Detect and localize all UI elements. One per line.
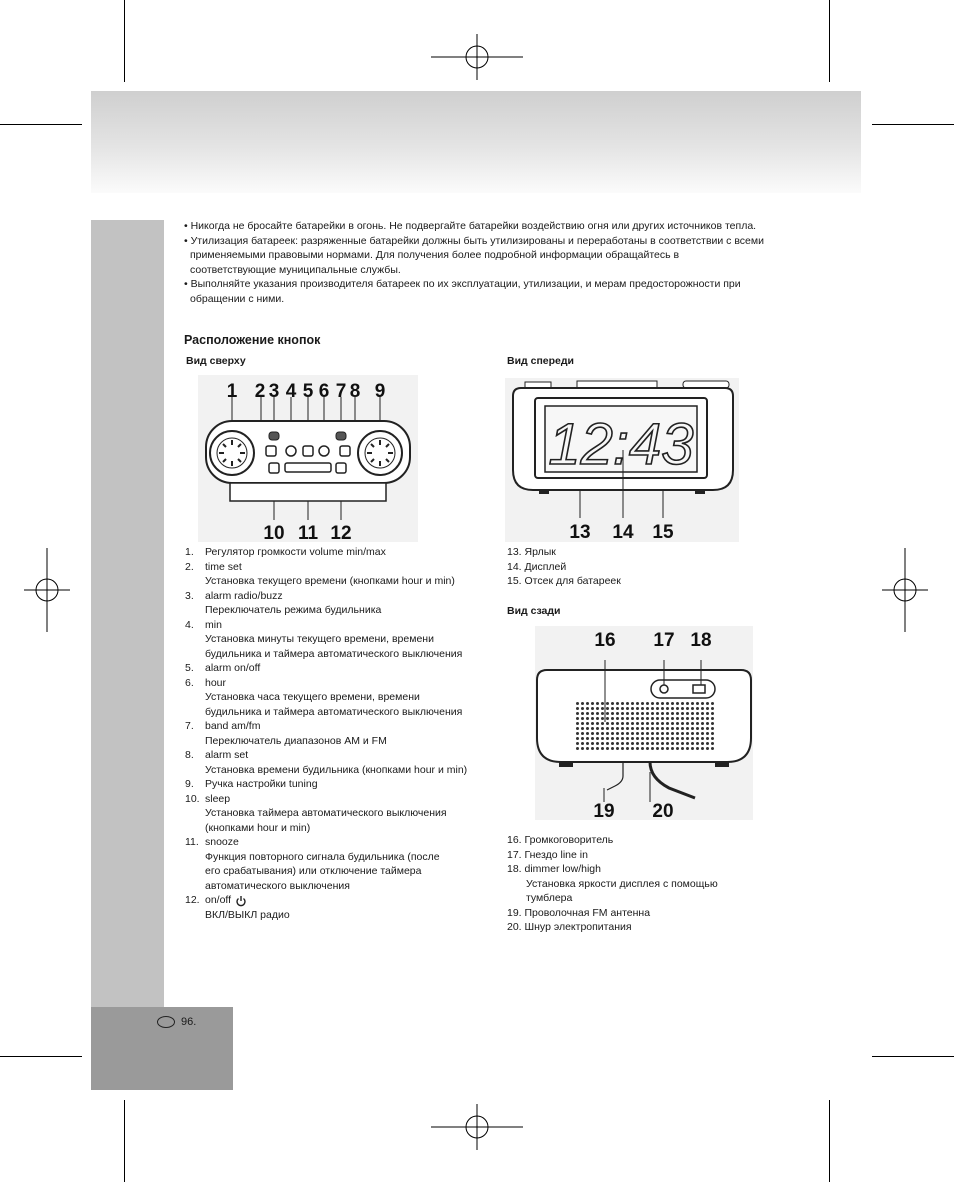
back-view-list [507,833,757,935]
item-number: 5. [185,662,194,674]
item-title: time set [205,560,242,573]
callout-number: 6 [318,381,330,402]
registration-target-icon [431,1104,523,1150]
callout-number: 4 [285,381,297,402]
list-item: 14. Дисплей [507,560,567,573]
callout-number: 13 [569,522,591,542]
list-item [185,618,495,633]
top-view-title: Вид сверху [186,355,246,367]
callout-number: 11 [297,523,319,542]
item-desc: Установка минуты текущего времени, времени будильника и таймера автоматического выключения [205,633,463,660]
top-view-list [185,545,495,922]
bullet-text: • Никогда не бросайте батарейки в огонь. Не подвергайте батарейки воздействию огня или других источников тепла. [184,220,757,232]
crop-mark [0,124,82,125]
item-number: 4. [185,618,194,631]
item-number: 1. [185,546,194,558]
item-number: 12. [185,894,200,906]
item-title: alarm radio/buzz [205,589,283,602]
registration-target-icon [24,548,70,632]
front-view-list [507,545,767,589]
list-item: 20. Шнур электропитания [507,921,632,933]
item-title: on/off [205,894,232,906]
callout-number: 9 [374,381,386,402]
front-view-title: Вид спереди [507,355,575,367]
top-view-diagram [198,375,418,542]
callout-number: 8 [349,381,361,402]
item-desc: ВКЛ/ВЫКЛ радио [205,908,290,921]
language-oval-icon [157,1016,175,1028]
item-number: 7. [185,720,194,732]
list-item [185,560,495,575]
list-item: 17. Гнездо line in [507,848,588,861]
list-item: 18. dimmer low/high [507,863,601,875]
item-title: alarm set [205,749,249,761]
callout-number: 20 [652,801,674,820]
list-item [185,676,495,691]
item-number: 3. [185,589,194,602]
callout-number: 5 [302,381,314,402]
item-desc: Установка часа текущего времени, времени будильника и таймера автоматического выключения [205,691,463,718]
item-title: hour [205,676,227,689]
callout-number: 7 [335,381,347,402]
callout-number: 2 [254,381,266,402]
item-desc: Установка яркости дисплея с помощью тумблера [526,877,718,904]
list-item [185,719,495,734]
list-item [185,589,495,604]
list-item: 15. Отсек для батареек [507,575,621,587]
item-desc: Переключатель диапазонов AM и FM [205,734,387,747]
callout-number: 10 [263,523,285,542]
display-time: 12:43 [548,412,694,477]
item-title: min [205,618,222,631]
callout-number: 18 [690,630,712,651]
item-title: Ручка настройки tuning [205,778,318,790]
callout-number: 19 [593,801,615,820]
list-item [185,792,495,807]
item-title: alarm on/off [205,662,261,674]
bullet-text: • Выполняйте указания производителя батареек по их эксплуатации, утилизации, и мерам предосторожности при обращении с ними. [184,278,741,305]
back-view-title: Вид сзади [507,605,561,617]
crop-mark [829,1100,830,1182]
bullet-text: • Утилизация батареек: разряженные батарейки должны быть утилизированы и переработаны в соответствии с всеми применяемыми правовыми нормами. Для получения более подробной информации обращайтесь в соответствующие муниципальные службы. [184,234,764,276]
back-view-diagram [535,626,753,820]
item-desc: Установка текущего времени (кнопками hour и min) [205,575,455,587]
list-item [185,777,495,792]
item-number: 8. [185,749,194,761]
crop-mark [124,0,125,82]
item-desc: Функция повторного сигнала будильника (после его срабатывания) или отключение таймера автоматического выключения [205,850,440,892]
callout-number: 15 [652,522,674,542]
sidebar-band [91,220,164,1008]
callout-number: 17 [653,630,675,651]
callout-number: 1 [226,381,238,402]
callout-number: 16 [594,630,616,651]
crop-mark [829,0,830,82]
item-title: Регулятор громкости volume min/max [205,546,386,558]
list-item [185,748,495,763]
list-item: 19. Проволочная FM антенна [507,906,651,919]
list-item [185,835,495,850]
list-item [185,893,495,908]
item-desc: Установка времени будильника (кнопками hour и min) [205,763,468,776]
intro-bullets [184,219,764,306]
item-number: 11. [185,836,199,848]
item-number: 2. [185,560,194,573]
item-desc: Переключатель режима будильника [205,604,382,616]
item-desc: Установка таймера автоматического выключения (кнопками hour и min) [205,807,447,834]
page-number-text: 96. [181,1016,197,1028]
page-number [157,1016,196,1028]
item-number: 9. [185,778,194,790]
power-icon [235,895,247,907]
item-title: snooze [205,836,239,848]
item-title: band am/fm [205,720,261,732]
section-title: Расположение кнопок [184,333,321,347]
crop-mark [872,1056,954,1057]
header-band [91,91,861,193]
registration-target-icon [882,548,928,632]
item-title: sleep [205,792,231,805]
crop-mark [0,1056,82,1057]
crop-mark [124,1100,125,1182]
item-number: 10. [185,792,200,805]
list-item: 13. Ярлык [507,546,556,558]
item-number: 6. [185,676,194,689]
callout-number: 3 [268,381,280,402]
crop-mark [872,124,954,125]
callout-number: 14 [612,522,634,542]
list-item [185,545,495,560]
list-item [185,661,495,676]
list-item: 16. Громкоговоритель [507,834,614,846]
registration-target-icon [431,34,523,80]
front-view-diagram [505,378,739,542]
callout-number: 12 [330,523,352,542]
